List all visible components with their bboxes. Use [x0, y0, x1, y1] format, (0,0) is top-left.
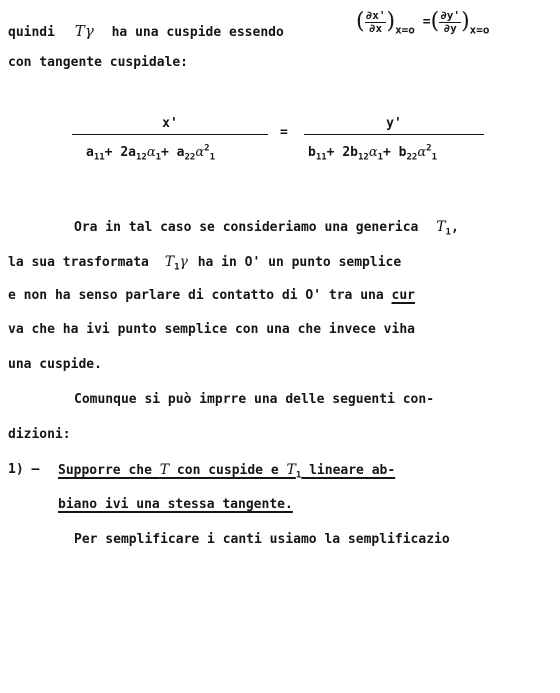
formula-right-numerator: y' — [386, 116, 402, 131]
symbol-T: T — [74, 22, 85, 40]
sub-1-alpha2-b: 1 — [431, 152, 437, 163]
symbol-T1: T — [436, 219, 446, 235]
para3-line-1: Per semplificare i canti usiamo la semplificazio — [74, 532, 450, 547]
derivative-expression — [356, 10, 490, 46]
para2-line-2: dizioni: — [8, 427, 71, 442]
sub-11-a: 11 — [93, 152, 105, 163]
equals-sign-1: = — [422, 14, 431, 30]
para1-line-1-text: Ora in tal caso se consideriamo una generica — [74, 220, 419, 235]
subscript-x-eq-o-2: x=o — [469, 23, 490, 37]
item1-underlined-text — [58, 462, 396, 481]
text-la-sua-trasformata: la sua trasformata — [8, 255, 149, 270]
partial-num-x: ∂x' — [365, 9, 386, 22]
para1-line-2 — [8, 254, 402, 273]
fraction-bar-left — [72, 134, 268, 135]
sub-1-alpha-b: 1 — [377, 152, 384, 163]
term-2b: + 2b — [326, 145, 358, 160]
partial-fraction-y — [439, 10, 461, 34]
partial-num-y: ∂y' — [440, 9, 461, 22]
symbol-gamma-2: γ — [179, 254, 188, 270]
sub-11-b: 11 — [315, 152, 327, 163]
alpha-1a: α — [146, 145, 156, 160]
sub-22-a: 22 — [184, 152, 196, 163]
partial-den-x: ∂x — [368, 21, 383, 35]
paren-close-2: ) — [461, 9, 470, 35]
item1-line-1 — [58, 462, 396, 481]
symbol-T1-gamma-T: T — [164, 254, 175, 270]
sub-12-b: 12 — [357, 152, 369, 163]
para1-line-4: va che ha ivi punto semplice con una che invece viha — [8, 322, 415, 337]
coef-a11: a — [86, 145, 94, 160]
term-a22: + a — [161, 145, 185, 160]
para1-line-1 — [74, 219, 459, 238]
sub-1-alpha-a: 1 — [155, 152, 162, 163]
item1-line-2: biano ivi una stessa tangente. — [58, 497, 293, 512]
text-lineare-ab: lineare ab- — [301, 463, 396, 478]
sub-1-alpha2-a: 1 — [209, 152, 215, 163]
comma: , — [450, 220, 459, 235]
text-e-non-ha-senso: e non ha senso parlare di contatto di O' tra una — [8, 288, 392, 303]
subscript-x-eq-o-1: x=o — [395, 23, 415, 37]
symbol-T-item: T — [159, 462, 170, 478]
formula-left-denominator — [86, 143, 215, 163]
alpha-1b: α — [368, 145, 378, 160]
sub-1-T1-gamma: 1 — [174, 262, 180, 273]
symbol-gamma: γ — [84, 22, 94, 40]
partial-den-y: ∂y — [443, 21, 457, 35]
symbol-T1-item: T — [286, 462, 296, 478]
text-line-1 — [8, 24, 284, 46]
list-marker-1: 1) – — [8, 462, 40, 477]
sup-2-a: 2 — [204, 143, 210, 154]
text-cur: cur — [391, 288, 415, 303]
sub-1-item: 1 — [295, 470, 302, 481]
text-ha-in-O: ha in O' un punto semplice — [197, 255, 402, 270]
sub-1-T1: 1 — [445, 227, 451, 238]
formula-equals: = — [280, 125, 288, 140]
partial-fraction-x — [365, 10, 387, 34]
coef-b11: b — [308, 145, 316, 160]
formula-right-denominator — [308, 143, 437, 163]
text-ha-una-cuspide: ha una cuspide essendo — [111, 25, 284, 40]
fraction-bar-right — [304, 134, 484, 135]
alpha-2a: α — [195, 145, 205, 160]
para2-line-1: Comunque si può imprre una delle seguenti con- — [74, 392, 435, 407]
paren-close-1: ) — [386, 9, 396, 35]
term-2a: + 2a — [104, 145, 136, 160]
alpha-2b: α — [417, 145, 427, 160]
paren-open-2: ( — [430, 9, 440, 35]
word-quindi: quindi — [8, 25, 55, 40]
paren-open-1: ( — [356, 9, 365, 35]
sub-12-a: 12 — [135, 152, 147, 163]
para1-line-5: una cuspide. — [8, 357, 102, 372]
term-b22: + b — [383, 145, 407, 160]
text-line-2: con tangente cuspidale: — [8, 55, 189, 70]
sub-22-b: 22 — [406, 152, 418, 163]
sup-2-b: 2 — [426, 143, 432, 154]
para1-line-3 — [8, 289, 415, 302]
formula-left-numerator: x' — [162, 116, 178, 131]
text-con-cuspide-e: con cuspide e — [169, 463, 287, 478]
text-supporre-che: Supporre che — [58, 463, 160, 478]
